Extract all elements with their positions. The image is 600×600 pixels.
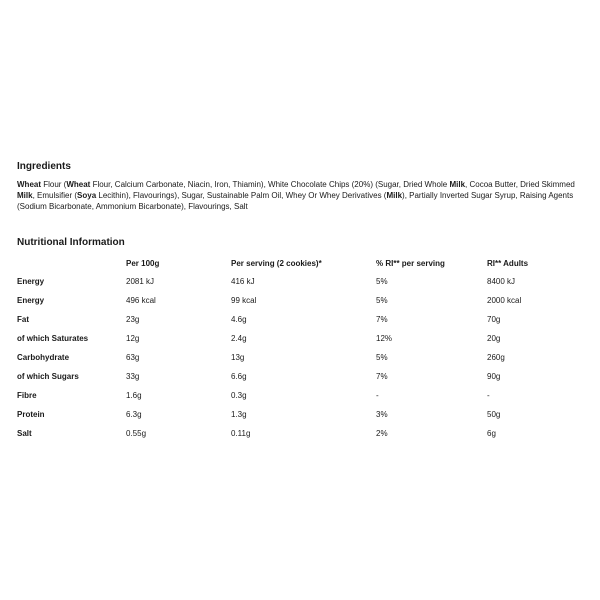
nutrition-heading: Nutritional Information [17,237,125,248]
nutrient-name: Energy [17,277,45,286]
ri-adults-value: 6g [487,429,496,438]
nutrient-name: Energy [17,296,45,305]
header-per-serving: Per serving (2 cookies)* [231,259,322,268]
ri-adults-value: - [487,391,490,400]
table-row [17,291,577,310]
header-ri-percent: % RI** per serving [376,259,445,268]
per-serving-value: 0.3g [231,391,247,400]
per-100g-value: 496 kcal [126,296,156,305]
ri-adults-value: 70g [487,315,501,324]
table-row [17,272,577,291]
ri-percent-value: 5% [376,353,388,362]
ri-adults-value: 50g [487,410,501,419]
nutrient-name: Fibre [17,391,37,400]
ingredient-text: , Cocoa Butter, Dried Skimmed [465,180,575,189]
nutrient-name: of which Saturates [17,334,89,343]
ri-adults-value: 8400 kJ [487,277,516,286]
ingredient-text: Flour, Calcium Carbonate, Niacin, Iron, Thiamin), White Chocolate Chips (20%) (Sugar, Dried Whole [90,180,450,189]
ri-percent-value: 5% [376,296,388,305]
nutrient-name: of which Sugars [17,372,79,381]
header-ri-adults: RI** Adults [487,259,529,268]
header-nutrient [17,255,126,272]
nutrition-header-row [17,255,577,272]
ri-percent-value: - [376,391,379,400]
per-serving-value: 6.6g [231,372,247,381]
ri-adults-value: 2000 kcal [487,296,522,305]
per-100g-value: 12g [126,334,140,343]
ingredients-heading: Ingredients [17,161,71,172]
ingredients-text [17,179,583,212]
per-serving-value: 4.6g [231,315,247,324]
nutrition-label [17,161,585,443]
allergen-text: Milk [449,180,466,189]
ingredient-text: Flour ( [41,180,67,189]
allergen-text: Milk [17,191,33,200]
per-100g-value: 33g [126,372,140,381]
per-serving-value: 99 kcal [231,296,257,305]
table-row [17,348,577,367]
table-row [17,405,577,424]
nutrient-name: Salt [17,429,32,438]
nutrient-name: Protein [17,410,45,419]
header-per-100g: Per 100g [126,259,160,268]
ingredient-text: Lecithin), Flavourings), Sugar, Sustainable Palm Oil, Whey Or Whey Derivatives ( [96,191,387,200]
table-row [17,386,577,405]
per-serving-value: 0.11g [231,429,251,438]
allergen-text: Wheat [66,180,91,189]
ri-adults-value: 260g [487,353,505,362]
table-row [17,424,577,443]
per-100g-value: 0.55g [126,429,147,438]
per-100g-value: 63g [126,353,140,362]
per-100g-value: 6.3g [126,410,142,419]
per-serving-value: 2.4g [231,334,247,343]
table-row [17,329,577,348]
ingredient-text: , Emulsifier ( [32,191,78,200]
per-100g-value: 1.6g [126,391,142,400]
ri-adults-value: 20g [487,334,501,343]
allergen-text: Soya [77,191,97,200]
table-row [17,310,577,329]
ri-percent-value: 2% [376,429,388,438]
ingredient-text: ), Partially Inverted Sugar Syrup, Raising Agents (Sodium Bicarbonate, Ammonium Bicarbonate), Flavourings, Salt [17,191,574,211]
ri-percent-value: 7% [376,372,388,381]
nutrition-table [17,255,577,443]
nutrient-name: Fat [17,315,29,324]
per-serving-value: 1.3g [231,410,247,419]
allergen-text: Milk [386,191,403,200]
per-serving-value: 13g [231,353,245,362]
table-row [17,367,577,386]
ri-percent-value: 12% [376,334,393,343]
ri-percent-value: 5% [376,277,388,286]
nutrient-name: Carbohydrate [17,353,70,362]
ri-percent-value: 3% [376,410,388,419]
ri-percent-value: 7% [376,315,388,324]
per-serving-value: 416 kJ [231,277,255,286]
ri-adults-value: 90g [487,372,501,381]
per-100g-value: 2081 kJ [126,277,155,286]
allergen-text: Wheat [17,180,41,189]
per-100g-value: 23g [126,315,140,324]
